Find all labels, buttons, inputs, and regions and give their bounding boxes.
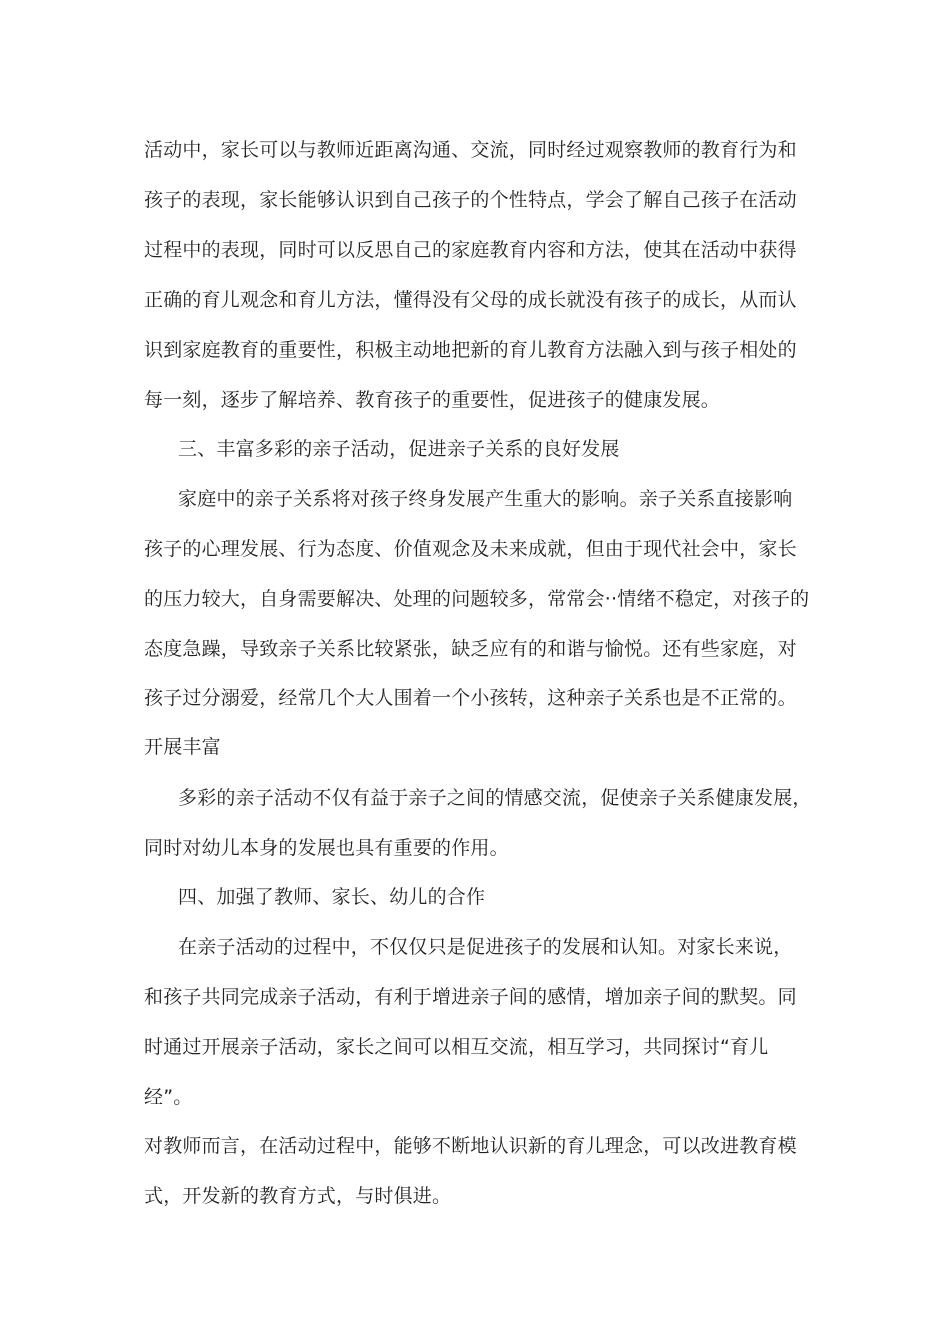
paragraph-line: 和孩子共同完成亲子活动，有利于增进亲子间的感情，增加亲子间的默契。同 <box>144 986 797 1008</box>
paragraph-line: 多彩的亲子活动不仅有益于亲子之间的情感交流，促使亲子关系健康发展， <box>178 787 812 809</box>
paragraph-line: 在亲子活动的过程中，不仅仅只是促进孩子的发展和认知。对家长来说， <box>178 936 793 958</box>
paragraph-line: 过程中的表现，同时可以反思自己的家庭教育内容和方法，使其在活动中获得 <box>144 239 797 261</box>
paragraph-line: 对教师而言，在活动过程中，能够不断地认识新的育儿理念，可以改进教育模 <box>144 1135 797 1157</box>
paragraph-line: 正确的育儿观念和育儿方法，懂得没有父母的成长就没有孩子的成长，从而认 <box>144 289 797 311</box>
paragraph-line: 活动中，家长可以与教师近距离沟通、交流，同时经过观察教师的教育行为和 <box>144 139 797 161</box>
paragraph-line: 每一刻，逐步了解培养、教育孩子的重要性，促进孩子的健康发展。 <box>144 389 721 411</box>
section-heading: 四、加强了教师、家长、幼儿的合作 <box>178 886 486 908</box>
paragraph-line: 孩子的心理发展、行为态度、价值观念及未来成就，但由于现代社会中，家长 <box>144 538 797 560</box>
paragraph-line: 孩子过分溺爱，经常几个大人围着一个小孩转，这种亲子关系也是不正常的。 <box>144 687 797 709</box>
paragraph-line: 态度急躁，导致亲子关系比较紧张，缺乏应有的和谐与愉悦。还有些家庭，对 <box>144 638 797 660</box>
paragraph-line: 同时对幼儿本身的发展也具有重要的作用。 <box>144 837 509 859</box>
paragraph-line: 的压力较大，自身需要解决、处理的问题较多，常常会··情绪不稳定，对孩子的 <box>144 588 810 610</box>
paragraph-line: 孩子的表现，家长能够认识到自己孩子的个性特点，学会了解自己孩子在活动 <box>144 189 797 211</box>
paragraph-line: 家庭中的亲子关系将对孩子终身发展产生重大的影响。亲子关系直接影响 <box>178 488 793 510</box>
section-heading: 三、丰富多彩的亲子活动，促进亲子关系的良好发展 <box>178 438 620 460</box>
paragraph-line: 识到家庭教育的重要性，积极主动地把新的育儿教育方法融入到与孩子相处的 <box>144 339 797 361</box>
paragraph-line: 时通过开展亲子活动，家长之间可以相互交流，相互学习，共同探讨“育儿 <box>144 1036 769 1058</box>
paragraph-line: 开展丰富 <box>144 736 221 758</box>
paragraph-line: 式，开发新的教育方式，与时俱进。 <box>144 1185 452 1207</box>
paragraph-line: 经”。 <box>144 1086 193 1108</box>
